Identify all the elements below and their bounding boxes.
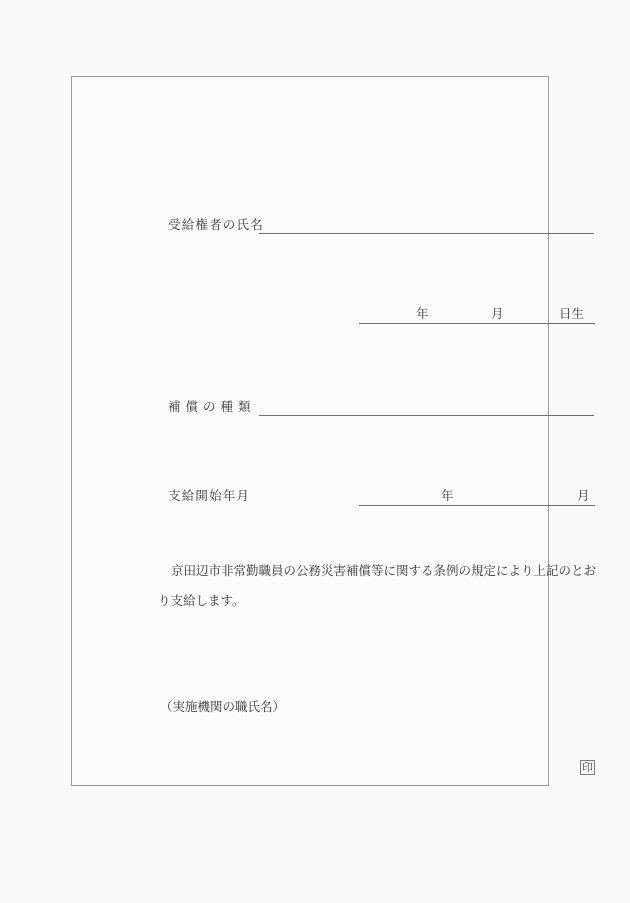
payment-start-label: 支給開始年月 [168,489,251,503]
compensation-type-blank[interactable] [259,415,594,416]
payment-start-year-unit-label: 年 [441,489,454,503]
payment-start-blank[interactable] [359,505,595,506]
birth-month-unit-label: 月 [491,307,504,321]
birth-day-unit-label: 日生 [559,307,585,321]
seal-stamp-box[interactable]: 印 [582,762,593,774]
birth-year-unit-label: 年 [416,307,429,321]
payment-start-month-unit-label: 月 [577,489,590,503]
compensation-type-label: 補償の種類 [168,400,256,414]
recipient-name-label: 受給権者の氏名 [168,218,264,232]
issuing-authority-label: （実施機関の職氏名） [160,700,286,714]
birth-date-blank[interactable] [359,323,595,324]
body-paragraph: 京田辺市非常勤職員の公務災害補償等に関する条例の規定により上記のとおり支給します。 [158,564,597,608]
document-page [71,76,597,786]
recipient-name-blank[interactable] [259,233,594,234]
